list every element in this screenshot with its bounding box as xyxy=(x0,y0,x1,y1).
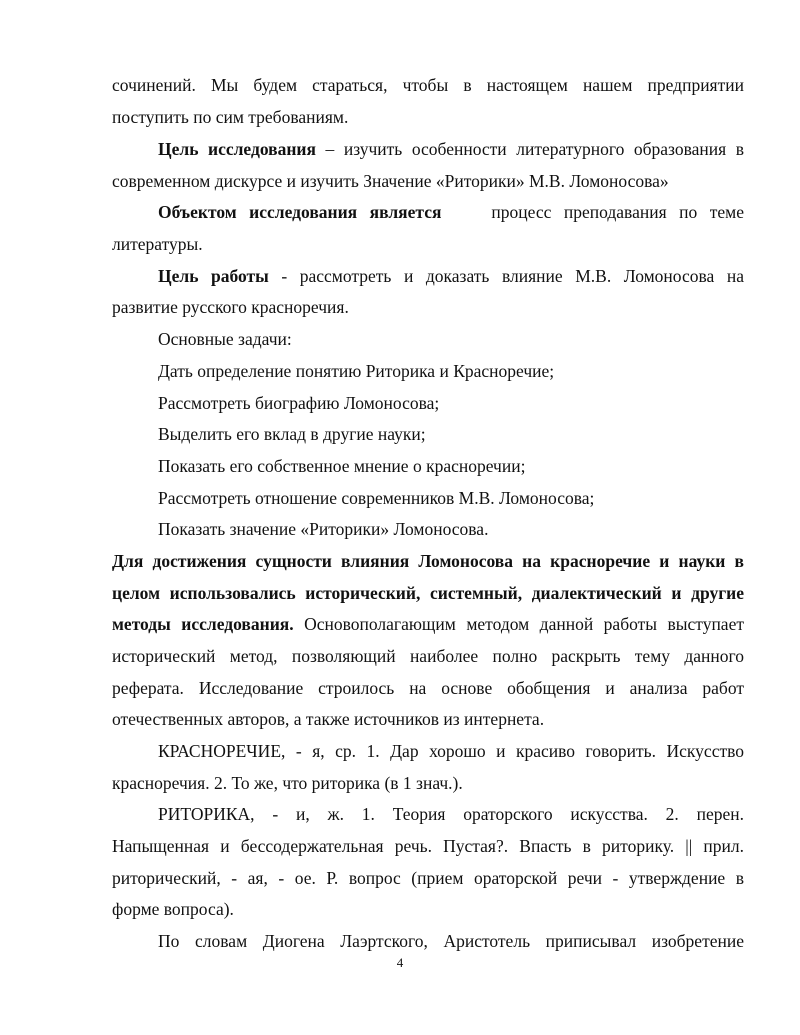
work-goal-text: - рассмотреть и доказать влияние М.В. Ломоносова на xyxy=(268,266,744,286)
rhetoric-definition-line-1: РИТОРИКА, - и, ж. 1. Теория ораторского искусства. 2. перен. xyxy=(158,804,744,824)
intro-line-1: сочинений. Мы будем стараться, чтобы в настоящем нашем предприятии xyxy=(112,75,744,95)
task-item-4: Показать его собственное мнение о красноречии; xyxy=(158,456,526,476)
research-object-line-2: литературы. xyxy=(112,234,203,254)
methods-line-2 xyxy=(112,582,744,604)
rhetoric-definition-line-4: форме вопроса). xyxy=(112,899,234,919)
methods-line-6: отечественных авторов, а также источников из интернета. xyxy=(112,709,545,729)
methods-bold-3: методы исследования. xyxy=(112,614,294,634)
rhetoric-definition-line-3: риторический, - ая, - ое. Р. вопрос (прием ораторской речи - утверждение в xyxy=(112,868,744,888)
task-item-6: Показать значение «Риторики» Ломоносова. xyxy=(158,519,489,539)
eloquence-definition-line-2: красноречия. 2. То же, что риторика (в 1 знач.). xyxy=(112,773,463,793)
task-item-2: Рассмотреть биографию Ломоносова; xyxy=(158,393,440,413)
research-goal-label: Цель исследования xyxy=(158,139,316,159)
methods-bold-2: целом использовались исторический, системный, диалектический и другие xyxy=(112,583,744,603)
work-goal-line-1 xyxy=(158,265,744,287)
work-goal-label: Цель работы xyxy=(158,266,269,286)
methods-line-1 xyxy=(112,550,744,572)
research-goal-line-1 xyxy=(158,138,744,160)
research-object-text: процесс преподавания по теме xyxy=(491,202,744,222)
task-item-5: Рассмотреть отношение современников М.В. Ломоносова; xyxy=(158,488,595,508)
research-object-line-1 xyxy=(158,201,744,223)
research-goal-text: – изучить особенности литературного образования в xyxy=(315,139,744,159)
task-item-3: Выделить его вклад в другие науки; xyxy=(158,424,426,444)
methods-line-3 xyxy=(112,613,744,635)
task-item-1: Дать определение понятию Риторика и Красноречие; xyxy=(158,361,555,381)
diogenes-line-1: По словам Диогена Лаэртского, Аристотель приписывал изобретение xyxy=(158,931,744,951)
research-object-label: Объектом исследования является xyxy=(158,202,442,222)
methods-bold-1: Для достижения сущности влияния Ломоносова на красноречие и науки в xyxy=(112,551,744,571)
page-number: 4 xyxy=(396,955,404,970)
methods-line-4: исторический метод, позволяющий наиболее полно раскрыть тему данного xyxy=(112,646,744,666)
intro-line-2: поступить по сим требованиям. xyxy=(112,107,349,127)
rhetoric-definition-line-2: Напыщенная и бессодержательная речь. Пустая?. Впасть в риторику. || прил. xyxy=(112,836,744,856)
methods-line-5: реферата. Исследование строилось на основе обобщения и анализа работ xyxy=(112,678,744,698)
work-goal-line-2: развитие русского красноречия. xyxy=(112,297,349,317)
methods-text-3: Основополагающим методом данной работы выступает xyxy=(293,614,744,634)
eloquence-definition-line-1: КРАСНОРЕЧИЕ, - я, ср. 1. Дар хорошо и красиво говорить. Искусство xyxy=(158,741,744,761)
tasks-heading: Основные задачи: xyxy=(158,329,292,349)
research-goal-line-2: современном дискурсе и изучить Значение «Риторики» М.В. Ломоносова» xyxy=(112,171,669,191)
